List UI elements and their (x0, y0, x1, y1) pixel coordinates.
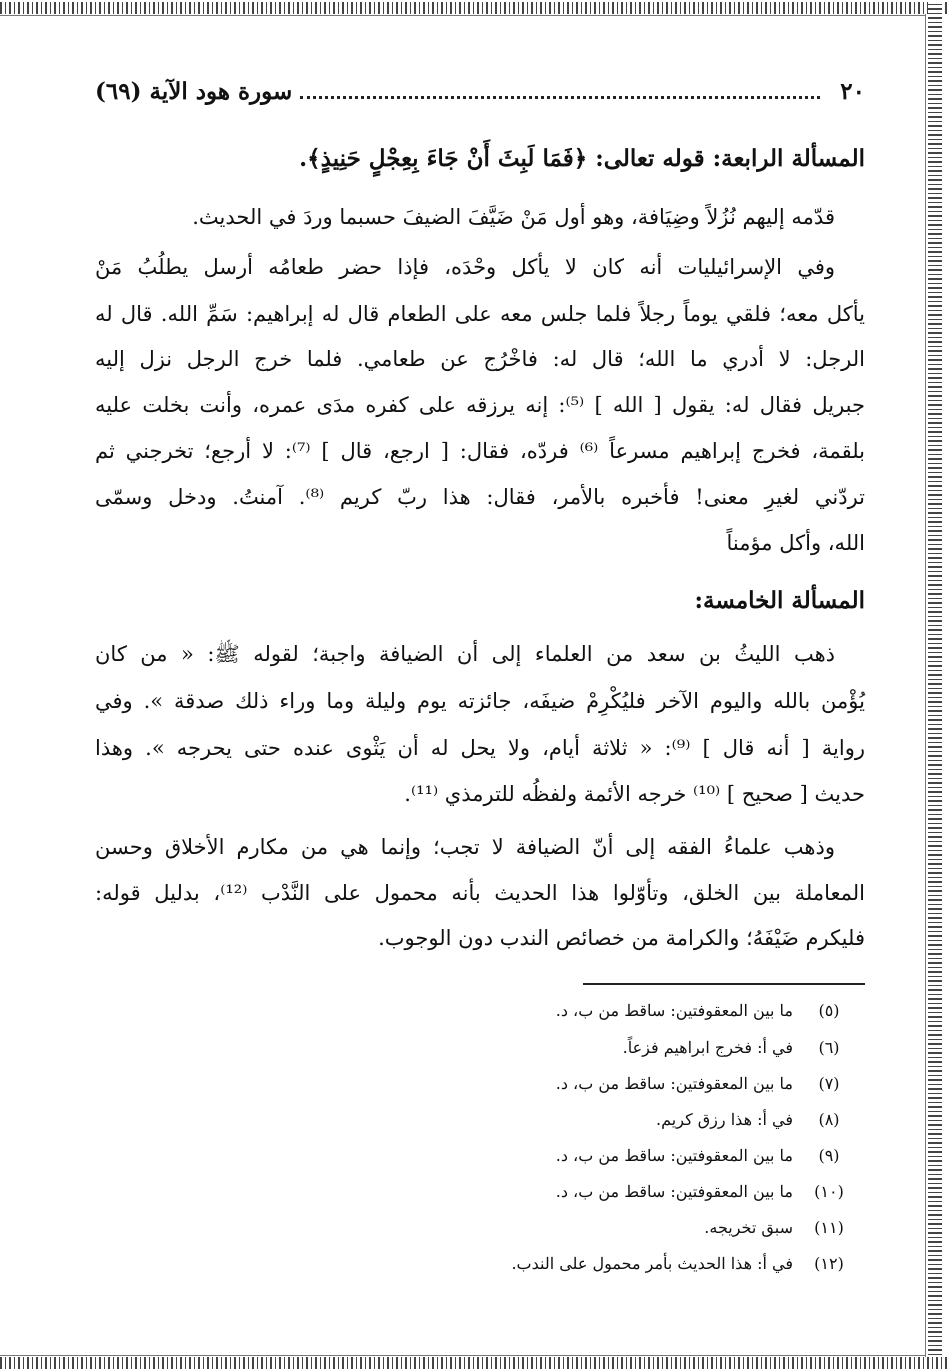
footnote-item (95, 996, 865, 1026)
text-line: تردّني لغيرِ معنى! فأخبره بالأمر، فقال: هذا ربّ كريم ⁽⁸⁾. آمنتُ. ودخل وسمّى (95, 485, 865, 509)
footnote-number: (٦) (818, 1038, 840, 1057)
page-number: ٢٠ (840, 77, 865, 105)
header-title: سورة هود الآية (٦٩) (95, 77, 293, 105)
running-header (95, 74, 865, 108)
section-heading: المسألة الخامسة: (694, 587, 865, 614)
header-leader-dots (300, 84, 820, 99)
border-right-ornament (928, 2, 942, 1369)
footnote-item (95, 1141, 865, 1171)
text-line: يُؤْمن بالله واليوم الآخر فليُكْرِمْ ضيفَه، جائزته يوم وليلة وما وراء ذلك صدقة ». وفي (95, 689, 865, 713)
footnote-text: ما بين المعقوفتين: ساقط من ب، د. (555, 1001, 793, 1020)
footnote-item (95, 1213, 865, 1243)
text-line: وذهب علماءُ الفقه إلى أنّ الضيافة لا تجب؛ وإنما هي من مكارم الأخلاق وحسن (95, 835, 835, 859)
footnote-number: (١٠) (814, 1182, 844, 1201)
footnote-item (95, 1249, 865, 1279)
footnote-item (95, 1069, 865, 1099)
border-top-ornament (0, 2, 950, 14)
footnote-number: (٩) (818, 1146, 840, 1165)
border-bottom-ornament (0, 1357, 950, 1369)
footnote-text: ما بين المعقوفتين: ساقط من ب، د. (555, 1146, 793, 1165)
footnote-text: سبق تخريجه. (704, 1218, 793, 1237)
footnote-number: (٨) (818, 1110, 840, 1129)
footnote-separator (583, 983, 865, 985)
footnote-text: في أ: هذا الحديث بأمر محمول على الندب. (511, 1254, 793, 1273)
footnote-text: في أ: فخرج ابراهيم فزعاً. (622, 1038, 793, 1057)
footnote-item (95, 1105, 865, 1135)
border-top-rule (0, 15, 926, 16)
section-heading: المسألة الرابعة: قوله تعالى: ﴿فَمَا لَبِثَ أَنْ جَاءَ بِعِجْلٍ حَنِيذٍ﴾. (299, 145, 865, 172)
text-line: يأكل معه؛ فلقي يوماً رجلاً فلما جلس معه على الطعام قال له إبراهيم: سَمِّ الله. قال له (95, 302, 865, 326)
text-line: جبريل فقال له: يقول [ الله ] ⁽⁵⁾: إنه يرزقه على كفره مدَى عمره، وأنت بخلت عليه (95, 393, 865, 417)
text-line: المعاملة بين الخلق، وتأوّلوا هذا الحديث بأنه محمول على النَّدْب ⁽¹²⁾، بدليل قوله: (95, 881, 865, 905)
footnote-item (95, 1033, 865, 1063)
text-line: الله، وأكل مؤمناً (726, 531, 865, 555)
footnote-number: (٥) (818, 1001, 840, 1020)
footnote-text: في أ: هذا رزق كريم. (656, 1110, 793, 1129)
text-line: قدّمه إليهم نُزُلاً وضِيَافة، وهو أول مَنْ ضَيَّفَ الضيفَ حسبما وردَ في الحديث. (192, 205, 835, 229)
border-right-rule (925, 14, 926, 1357)
text-line: ذهب الليثُ بن سعد من العلماء إلى أن الضيافة واجبة؛ لقوله ﷺ: « من كان (95, 642, 835, 666)
text-line: رواية [ أنه قال ] ⁽⁹⁾: « ثلاثة أيام، ولا يحل له أن يَثْوى عنده حتى يحرجه ». وهذا (95, 736, 865, 760)
border-bottom-rule (0, 1355, 926, 1356)
text-line: حديث [ صحيح ] ⁽¹⁰⁾ خرجه الأئمة ولفظُه للترمذي ⁽¹¹⁾. (404, 782, 865, 806)
text-line: الرجل: لا أدري ما الله؛ قال له: فاخْرُج عن طعامي. فلما خرج الرجل نزل إليه (95, 347, 865, 371)
footnote-number: (١١) (814, 1218, 844, 1237)
footnote-number: (٧) (818, 1074, 840, 1093)
text-line: بلقمة، فخرج إبراهيم مسرعاً ⁽⁶⁾ فردّه، فقال: [ ارجع، قال ] ⁽⁷⁾: لا أرجع؛ تخرجني ثم (95, 439, 865, 463)
text-line: وفي الإسرائيليات أنه كان لا يأكل وحْدَه، فإذا حضر طعامُه أرسل يطلُبُ مَنْ (95, 255, 835, 279)
footnote-number: (١٢) (814, 1254, 844, 1273)
footnote-text: ما بين المعقوفتين: ساقط من ب، د. (555, 1074, 793, 1093)
footnote-text: ما بين المعقوفتين: ساقط من ب، د. (555, 1182, 793, 1201)
text-line: فليكرم ضَيْفَهُ؛ والكرامة من خصائص الندب دون الوجوب. (378, 926, 865, 950)
footnote-item (95, 1177, 865, 1207)
